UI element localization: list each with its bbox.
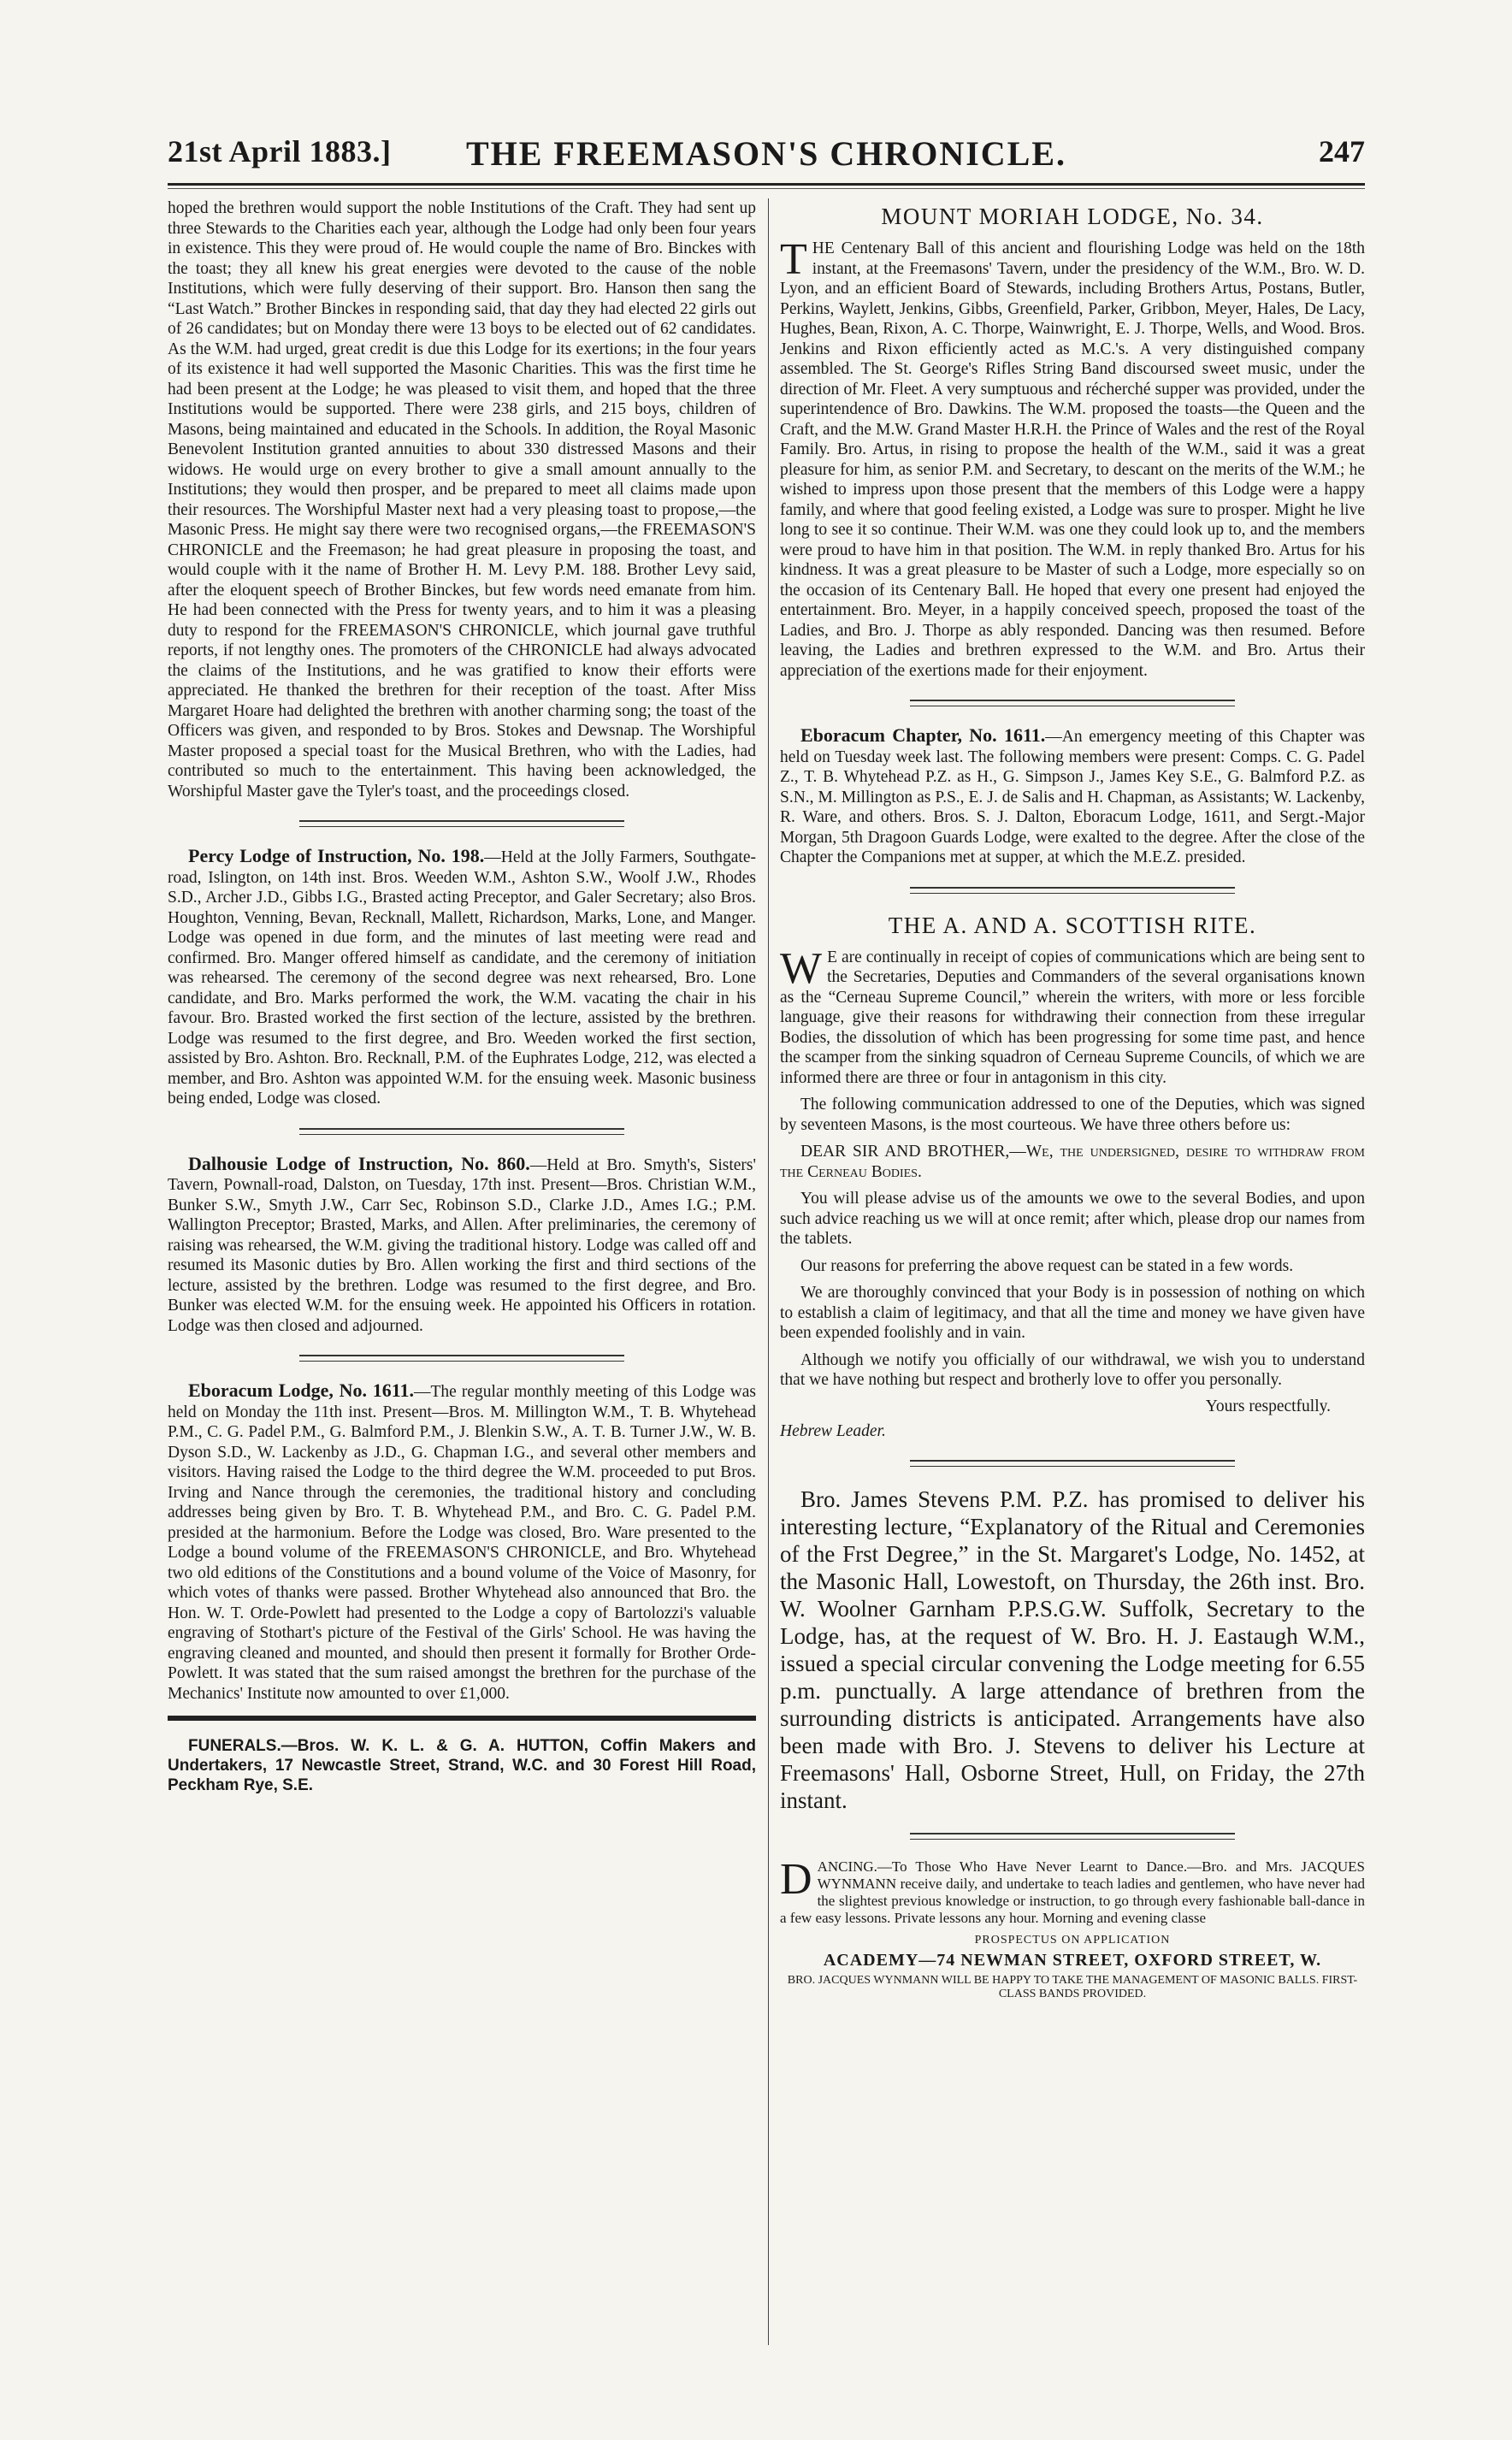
scottish-rite-intro	[780, 943, 1365, 1089]
publication-title: THE FREEMASON'S CHRONICLE.	[465, 134, 1067, 173]
header-rule	[168, 183, 1365, 186]
article-continuation: hoped the brethren would support the noble Institutions of the Craft. They had sent up three Stewards to the Charities each year, although the Lodge had only been four years in existence. This they were proud of. He would couple the name of Bro. Binckes with the toast; they all knew his great energies were devoted to the cause of the noble Institutions, which were fully deserving of their support. Bro. Hanson then sang the “Last Watch.” Brother Binckes in responding said, that day they had elected 22 girls out of 26 candidates; but on Monday there were 13 boys to be elected out of 62 candidates. As the W.M. had urged, great credit is due this Lodge for its exertions; in the four years of its existence it had well supported the Masonic Charities. This was the first time he had been present at the Lodge; he was pleased to visit them, and hoped that the three Institutions would be supported. There were 238 girls, and 215 boys, children of Masons, being maintained and educated in the Schools. In addition, the Royal Masonic Benevolent Institution granted annuities to about 330 distressed Masons and their widows. He would urge on every brother to give a small amount annually to the Institutions; they would then prosper, and be prepared to meet all claims made upon their resources. The Worshipful Master next had a very pleasing toast to propose,—the Masonic Press. He might say there were two recognised organs,—the FREEMASON'S CHRONICLE and the Freemason; he had great pleasure in proposing the toast, and would couple with it the name of Brother H. M. Levy P.M. 188. Brother Levy said, after the eloquent speech of Brother Binckes, but few words need emanate from him. He had been connected with the Press for twenty years, and to him it was a pleasing duty to respond for the FREEMASON'S CHRONICLE, which journal gave truthful reports, if not lengthy ones. The promoters of the CHRONICLE had always advocated the claims of the Institutions, and he was gratified to know their efforts were appreciated. He thanked the brethren for their reception of the toast. After Miss Margaret Hoare had delighted the brethren with another charming song; the toast of the Officers was given, and responded to by Bros. Stokes and Dewsnap. The Worshipful Master proposed a special toast for the Musical Brethren, who with the Ladies, had contributed so much to the entertainment. This having been acknowledged, the Worshipful Master gave the Tyler's toast, and the proceedings closed.	[168, 199, 756, 801]
section-rule	[910, 1460, 1235, 1467]
page-header	[168, 128, 1365, 180]
scottish-rite-intro-text: E are continually in receipt of copies of communications which are being sent to the Secretaries, Deputies and Commanders of the several organisations known as the “Cerneau Supreme Council,” wherein the writers, with more or less forcible language, give their reasons for withdrawing their connection from these irregular Bodies, the dissolution of which has been progressing for some time past, and hence the scamper from the sinking squadron of Cerneau Supreme Councils, of which we are informed there are three or four in antagonism in this city.	[780, 948, 1365, 1087]
scottish-rite-paragraph: Although we notify you officially of our withdrawal, we wish you to understand that we have nothing but respect and brotherly love to offer you personally.	[780, 1350, 1365, 1389]
scottish-rite-paragraph: The following communication addressed to one of the Deputies, which was signed by seventeen Masons, is the most courteous. We have three others before us:	[780, 1096, 1365, 1134]
section-rule	[299, 1355, 624, 1362]
heavy-rule	[168, 1716, 756, 1721]
header-rule-thin	[168, 188, 1365, 189]
dalhousie-lodge-body: —Held at Bro. Smyth's, Sisters' Tavern, Pownall-road, Dalston, on Tuesday, 17th inst. Present—Bros. Christian W.M., Bunker S.W., Smyth J.W., Carr Sec, Robinson S.D., Clarke J.D., Ames I.G.; P.M. Wallington Preceptor; Brasted, Marks, and Allen. After preliminaries, the ceremony of raising was rehearsed, the W.M. giving the traditional history. Lodge was called off and resumed its Masonic duties by Bro. Allen working the first and third sections of the lecture, assisted by the brethren. Lodge was resumed to the first degree, and Bro. Bunker was elected W.M. for the ensuing week. He appointed his Officers in rotation. Lodge was then closed and adjourned.	[168, 1155, 756, 1335]
funerals-advertisement	[168, 1736, 756, 1795]
mount-moriah-report	[780, 235, 1365, 681]
percy-lodge-body: —Held at the Jolly Farmers, Southgate-road, Islington, on 14th inst. Bros. Weeden W.M., Ashton S.W., Woolf J.W., Rhodes S.D., Archer J.D., Gibbs I.G., Brasted acting Preceptor, and Galer Secretary; also Bros. Houghton, Venning, Bevan, Recknall, Mallett, Richardson, Marks, Lone, and Manger. Lodge was opened in due form, and the minutes of last meeting were read and confirmed. Bro. Manger offered himself as candidate, and the ceremony of initiation was rehearsed. The ceremony of the second degree was next rehearsed, Bro. Lone candidate, and Bro. Marks performed the work, the W.M. vacating the chair in his favour. Bro. Brasted worked the first section of the lecture, assisted by the brethren. Lodge was resumed to the first degree, and Bro. Weeden worked the first section, assisted by Bro. Ashton. Bro. Recknall, P.M. of the Euphrates Lodge, 212, was elected a member, and Bro. Ashton was appointed W.M. for the ensuing week. Masonic business being ended, Lodge was closed.	[168, 848, 756, 1108]
section-rule	[299, 1128, 624, 1135]
stevens-lecture-notice	[780, 1486, 1365, 1814]
section-rule	[299, 820, 624, 827]
dancing-ad-text: ANCING.—To Those Who Have Never Learnt to Dance.—Bro. and Mrs. JACQUES WYNMANN receive daily, and undertake to teach ladies and gentlemen, who have never had the slightest previous knowledge or instruction, to go through every fashionable ball-dance in a few easy lessons. Private lessons any hour. Morning and evening classe	[780, 1858, 1365, 1926]
page-number: 247	[1319, 134, 1365, 168]
dancing-ad-footer: BRO. JACQUES WYNMANN WILL BE HAPPY TO TAKE THE MANAGEMENT OF MASONIC BALLS. FIRST-CLASS BANDS PROVIDED.	[787, 1974, 1358, 2000]
percy-lodge-report	[168, 846, 756, 1109]
eboracum-lodge-body: —The regular monthly meeting of this Lodge was held on Monday the 11th inst. Present—Bros. M. Millington W.M., T. B. Whytehead P.M., C. G. Padel P.M., G. Balmford P.M., J. Blenkin S.W., A. T. B. Turner J.W., W. B. Dyson S.D., W. Lackenby as J.D., G. Chapman I.G., and several other members and visitors. Having raised the Lodge to the third degree the W.M. proceeded to put Bros. Irving and Nance through the ceremonies, the traditional history and concluding addresses being given by Bro. T. B. Whytehead P.M., and Bro. C. G. Padel P.M. presided at the harmonium. Before the Lodge was closed, Bro. Ware presented to the Lodge a bound volume of the FREEMASON'S CHRONICLE, and Bro. Whytehead two old editions of the Constitutions and a bound volume of the Voice of Masonry, for which votes of thanks were passed. Brother Whytehead also announced that Bro. the Hon. W. T. Orde-Powlett had presented to the Lodge a copy of Bartolozzi's valuable engraving of Stothart's picture of the Festival of the Girls' School. He was having the engraving cleaned and mounted, and should then present it formally for Brother Orde-Powlett. It was stated that the sum raised amongst the brethren for the purchase of the Mechanics' Institute now amounted to over £1,000.	[168, 1383, 756, 1703]
eboracum-chapter-body: —An emergency meeting of this Chapter was held on Tuesday week last. The following members were present: Comps. C. G. Padel Z., T. B. Whytehead P.Z. as H., G. Simpson J., James Key S.E., G. Balmford P.Z. as S.N., M. Millington as P.S., E. J. de Salis and H. Chapman, as Assistants; W. Lackenby, R. Ware, and others. Bros. S. J. Dalton, Eboracum Lodge, 1611, and Sergt.-Major Morgan, 5th Dragoon Guards Lodge, were exalted to the degree. After the close of the Chapter the Companions met at supper, at which the M.E.Z. presided.	[780, 728, 1365, 866]
column-divider	[768, 198, 769, 2345]
scottish-rite-paragraph: We are thoroughly convinced that your Body is in possession of nothing on which to establish a claim of legitimacy, and that all the time and money we have given have been expended foolishly and in vain.	[780, 1284, 1365, 1342]
eboracum-lodge-report	[168, 1380, 756, 1704]
dalhousie-lodge-heading: Dalhousie Lodge of Instruction, No. 860.	[188, 1152, 530, 1174]
dancing-advertisement	[780, 1855, 1365, 2001]
section-rule	[910, 887, 1235, 894]
mount-moriah-body: HE Centenary Ball of this ancient and flourishing Lodge was held on the 18th instant, at the Freemasons' Tavern, under the presidency of the W.M., Bro. W. D. Lyon, and an efficient Board of Stewards, including Brothers Artus, Postans, Butler, Perkins, Waylett, Jenkins, Gibbs, Greenfield, Parker, Gribbon, Meyer, Hales, De Lacy, Hughes, Bean, Rixon, A. C. Thorpe, Wainwright, E. J. Thorpe, Wells, and Wood. Bros. Jenkins and Rixon efficiently acted as M.C.'s. A very distinguished company assembled. The St. George's Rifles String Band discoursed sweet music, under the direction of Mr. Fleet. A very sumptuous and récherché supper was provided, under the superintendence of Bro. Dawkins. The W.M. proposed the toasts—the Queen and the Craft, and the M.W. Grand Master H.R.H. the Prince of Wales and the rest of the Royal Family. Bro. Artus, in rising to propose the health of the W.M., said it was a great pleasure for him, as senior P.M. and Secretary, to descant on the merits of the W.M.; he wished to impress upon those present that the members of this Lodge were a happy family, and where that good feeling existed, a Lodge was sure to prosper. Might he live long to see it so continue. Their W.M. was one they could look up to, and the members were proud to have him in that position. The W.M. in reply thanked Bro. Artus for his kindness. It was a great pleasure to be Master of such a Lodge, more especially so on the occasion of its Centenary Ball. He hoped that every one present had enjoyed the entertainment. Bro. Meyer, in a happily conceived speech, proposed the toast of the Ladies, and Bro. J. Thorpe as ably responded. Dancing was then resumed. Before leaving, the Ladies and brethren expressed to the W.M. and Bro. Artus their appreciation of the exertions made for their enjoyment.	[780, 239, 1365, 680]
eboracum-chapter-report	[780, 725, 1365, 868]
percy-lodge-heading: Percy Lodge of Instruction, No. 198.	[188, 845, 485, 866]
dancing-ad-body	[780, 1855, 1365, 1927]
letter-signoff: Yours respectfully.	[1205, 1397, 1331, 1415]
dalhousie-lodge-report	[168, 1154, 756, 1337]
funerals-text: FUNERALS.—Bros. W. K. L. & G. A. HUTTON, Coffin Makers and Undertakers, 17 Newcastle Street, Strand, W.C. and 30 Forest Hill Road, Peckham Rye, S.E.	[168, 1737, 756, 1794]
right-column	[780, 198, 1365, 2001]
issue-date: 21st April 1883.]	[168, 134, 392, 168]
eboracum-chapter-heading: Eboracum Chapter, No. 1611.	[800, 724, 1046, 746]
section-rule	[910, 1833, 1235, 1840]
drop-cap: T	[780, 235, 807, 284]
eboracum-lodge-heading: Eboracum Lodge, No. 1611.	[188, 1380, 414, 1401]
scottish-rite-paragraph: You will please advise us of the amounts we owe to the several Bodies, and upon such advice reaching us we will at once remit; after which, please drop our names from the tablets.	[780, 1190, 1365, 1248]
academy-address: ACADEMY—74 NEWMAN STREET, OXFORD STREET, W.	[823, 1951, 1322, 1970]
left-column	[168, 198, 756, 1802]
scottish-rite-heading: THE A. AND A. SCOTTISH RITE.	[888, 912, 1257, 938]
drop-cap: W	[780, 943, 823, 993]
mount-moriah-heading: MOUNT MORIAH LODGE, No. 34.	[881, 204, 1264, 229]
prospectus-line: PROSPECTUS ON APPLICATION	[974, 1934, 1171, 1947]
section-rule	[910, 700, 1235, 706]
source-attribution: Hebrew Leader.	[780, 1421, 886, 1440]
scottish-rite-letter-salutation: DEAR SIR AND BROTHER,—We, the undersigned, desire to withdraw from the Cerneau Bodies.	[780, 1143, 1365, 1181]
scottish-rite-paragraph: Our reasons for preferring the above request can be stated in a few words.	[800, 1256, 1294, 1275]
stevens-lecture-text: Bro. James Stevens P.M. P.Z. has promised to deliver his interesting lecture, “Explanatory of the Ritual and Ceremonies of the Frst Degree,” in the St. Margaret's Lodge, No. 1452, at the Masonic Hall, Lowestoft, on Thursday, the 26th inst. Bro. W. Woolner Garnham P.P.S.G.W. Suffolk, Secretary to the Lodge, has, at the request of W. Bro. H. J. Eastaugh W.M., issued a special circular convening the Lodge meeting for 6.55 p.m. punctually. A large attendance of brethren from the surrounding districts is anticipated. Arrangements have also been made with Bro. J. Stevens to deliver his Lecture at Freemasons' Hall, Osborne Street, Hull, on Friday, the 27th instant.	[780, 1486, 1365, 1813]
drop-cap: D	[780, 1855, 812, 1904]
